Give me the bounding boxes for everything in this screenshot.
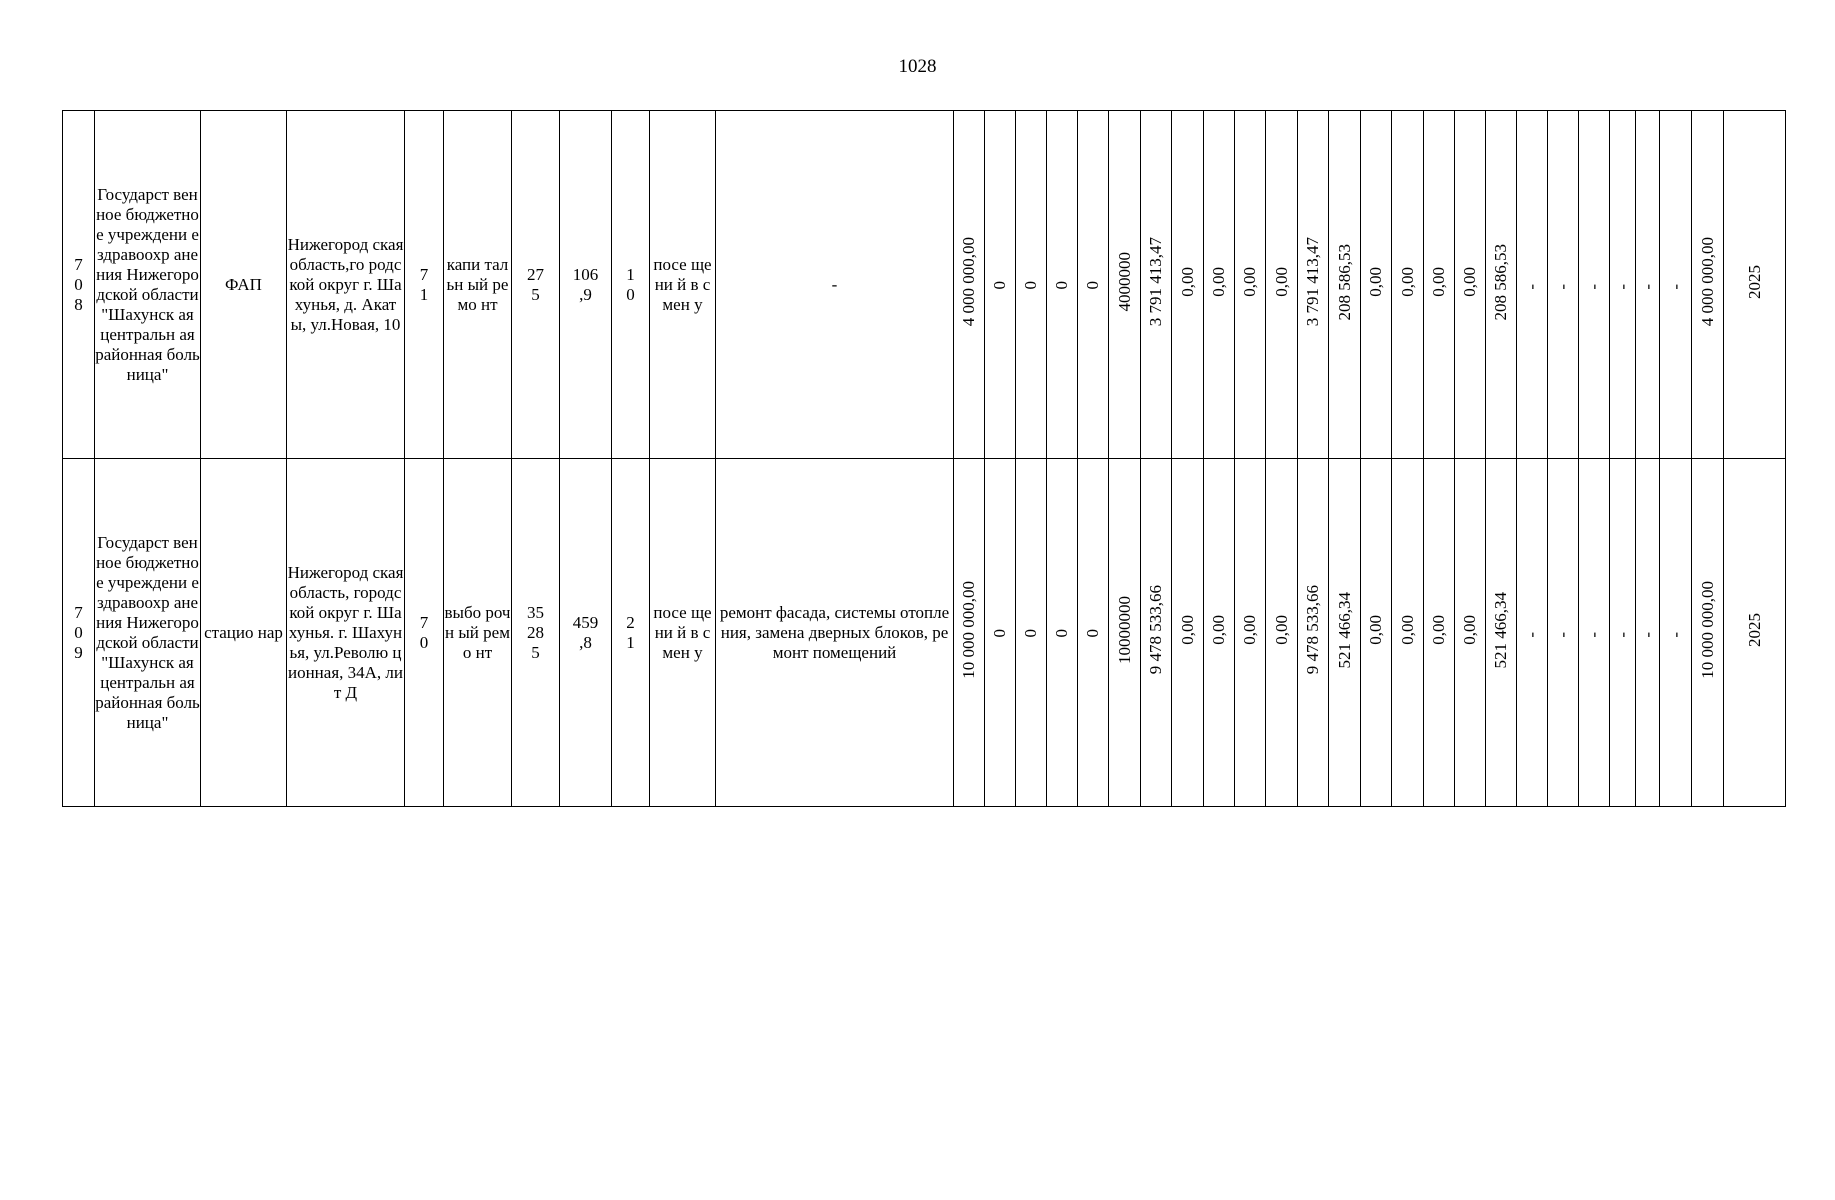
amount-value: 10000000 xyxy=(1114,596,1134,664)
amount-cell xyxy=(1361,111,1392,459)
amount-value: 0,00 xyxy=(1240,615,1259,645)
amount-cell xyxy=(954,111,985,459)
volume-cell xyxy=(560,111,612,459)
amount-cell xyxy=(1548,111,1579,459)
amount-value: 0,00 xyxy=(1397,615,1417,645)
amount-cell xyxy=(1266,111,1298,459)
amount-value: 0 xyxy=(1021,281,1040,290)
amount-value: 4 000 000,00 xyxy=(1697,237,1717,327)
count-cell-part: 7 xyxy=(419,264,429,284)
amount-value: 0,00 xyxy=(1209,267,1228,297)
amount-value: 0 xyxy=(1052,629,1071,638)
amount-cell xyxy=(1141,111,1172,459)
amount-value: 2025 xyxy=(1744,613,1764,647)
amount-value: 208 586,53 xyxy=(1491,243,1510,321)
amount-value: 10 000 000,00 xyxy=(959,581,978,679)
amount-cell xyxy=(1692,459,1724,807)
amount-cell xyxy=(1517,111,1548,459)
amount-value: - xyxy=(1665,283,1685,290)
row-number-cell-part: 0 xyxy=(74,274,83,294)
amount-cell xyxy=(1016,111,1047,459)
amount-value: - xyxy=(1584,631,1603,638)
count-cell xyxy=(405,111,444,459)
volume-cell-part: 459 xyxy=(572,612,599,632)
table-row xyxy=(63,111,1786,459)
amount-cell xyxy=(1455,459,1486,807)
page-number: 1028 xyxy=(898,56,937,77)
amount-cell xyxy=(1636,459,1660,807)
amount-cell xyxy=(1486,459,1517,807)
amount-value: 2025 xyxy=(1744,265,1764,299)
object-type-cell: стацио нар xyxy=(201,459,287,807)
area-cell-part: 35 xyxy=(527,602,544,622)
count-cell-part: 0 xyxy=(419,632,429,652)
amount-cell xyxy=(1361,459,1392,807)
amount-cell xyxy=(1660,111,1692,459)
row-number-cell-part: 7 xyxy=(74,254,83,274)
amount-cell xyxy=(1455,111,1486,459)
repair-type-cell: капи тальн ый ремо нт xyxy=(444,111,512,459)
capacity-cell-part: 1 xyxy=(626,264,635,284)
amount-cell xyxy=(1172,459,1204,807)
volume-cell-part: ,9 xyxy=(579,284,592,304)
amount-cell xyxy=(1298,459,1329,807)
amount-value: - xyxy=(1637,631,1657,638)
area-cell-part: 28 xyxy=(527,622,544,642)
amount-value: - xyxy=(1522,283,1541,290)
amount-value: - xyxy=(1665,631,1685,638)
address-cell: Нижегород ская область, городской округ г. Шахунья. г. Шахунья, ул.Револю ционная, 34А, лит Д xyxy=(287,459,405,807)
amount-cell xyxy=(1204,111,1235,459)
area-cell-part: 27 xyxy=(527,264,544,284)
capacity-unit-cell: посе щени й в смен у xyxy=(650,111,716,459)
amount-value: 0,00 xyxy=(1177,267,1197,297)
count-cell-part: 1 xyxy=(419,284,429,304)
amount-cell xyxy=(1047,459,1078,807)
amount-cell xyxy=(985,459,1016,807)
amount-cell xyxy=(1235,459,1266,807)
amount-cell xyxy=(1078,459,1109,807)
capital-repair-table xyxy=(62,110,1786,807)
amount-cell xyxy=(1109,111,1141,459)
amount-value: 9 478 533,66 xyxy=(1303,585,1322,675)
area-cell xyxy=(512,111,560,459)
amount-value: 0,00 xyxy=(1366,267,1385,297)
row-number-cell-part: 8 xyxy=(74,294,83,314)
amount-value: - xyxy=(1553,631,1572,638)
amount-value: 0,00 xyxy=(1271,615,1291,645)
address-cell: Нижегород ская область,го родской округ г. Шахунья, д. Акаты, ул.Новая, 10 xyxy=(287,111,405,459)
amount-cell xyxy=(1724,111,1786,459)
amount-cell xyxy=(1548,459,1579,807)
row-number-cell xyxy=(63,459,95,807)
amount-cell xyxy=(1579,111,1610,459)
amount-cell xyxy=(1078,111,1109,459)
volume-cell xyxy=(560,459,612,807)
amount-value: 0,00 xyxy=(1240,267,1259,297)
amount-cell xyxy=(1692,111,1724,459)
amount-value: 3 791 413,47 xyxy=(1146,237,1165,327)
amount-cell xyxy=(1517,459,1548,807)
amount-value: - xyxy=(1553,283,1572,290)
works-cell: ремонт фасада, системы отопления, замена дверных блоков, ремонт помещений xyxy=(716,459,954,807)
table-row xyxy=(63,459,1786,807)
row-number-cell-part: 9 xyxy=(74,642,83,662)
amount-value: 0,00 xyxy=(1177,615,1197,645)
capacity-cell xyxy=(612,111,650,459)
capacity-cell xyxy=(612,459,650,807)
amount-cell xyxy=(1660,459,1692,807)
amount-value: 4000000 xyxy=(1114,252,1134,312)
capacity-cell-part: 1 xyxy=(626,632,635,652)
amount-cell xyxy=(1610,111,1636,459)
amount-cell xyxy=(1579,459,1610,807)
row-number-cell-part: 7 xyxy=(74,602,83,622)
amount-cell xyxy=(1235,111,1266,459)
amount-cell xyxy=(1392,459,1424,807)
object-type-cell: ФАП xyxy=(201,111,287,459)
amount-value: 521 466,34 xyxy=(1334,591,1354,669)
amount-value: 0,00 xyxy=(1460,267,1479,297)
amount-cell xyxy=(1486,111,1517,459)
amount-value: - xyxy=(1612,283,1632,290)
count-cell xyxy=(405,459,444,807)
amount-cell xyxy=(1266,459,1298,807)
amount-cell xyxy=(1047,111,1078,459)
amount-cell xyxy=(1636,111,1660,459)
amount-value: 0 xyxy=(990,629,1009,638)
amount-cell xyxy=(1724,459,1786,807)
amount-cell xyxy=(1016,459,1047,807)
amount-value: 0,00 xyxy=(1366,615,1385,645)
amount-cell xyxy=(1109,459,1141,807)
capacity-unit-cell: посе щени й в смен у xyxy=(650,459,716,807)
count-cell-part: 7 xyxy=(419,612,429,632)
organization-cell: Государст венное бюджетно е учреждени е здравоохр анения Нижегоро дской области "Шахунск ая центральн ая районная больница" xyxy=(95,459,201,807)
amount-value: 0 xyxy=(1083,629,1102,638)
row-number-cell xyxy=(63,111,95,459)
amount-value: - xyxy=(1584,283,1603,290)
amount-value: 208 586,53 xyxy=(1334,243,1354,321)
amount-value: 3 791 413,47 xyxy=(1303,237,1322,327)
amount-value: - xyxy=(1522,631,1541,638)
amount-value: - xyxy=(1612,631,1632,638)
area-cell xyxy=(512,459,560,807)
volume-cell-part: ,8 xyxy=(579,632,592,652)
amount-cell xyxy=(1172,111,1204,459)
area-cell-part: 5 xyxy=(531,284,540,304)
amount-cell xyxy=(1204,459,1235,807)
amount-value: 0,00 xyxy=(1271,267,1291,297)
amount-value: 0,00 xyxy=(1429,615,1448,645)
amount-value: 0,00 xyxy=(1460,615,1479,645)
amount-cell xyxy=(1329,459,1361,807)
capacity-cell-part: 2 xyxy=(626,612,635,632)
repair-type-cell: выбо рочн ый ремо нт xyxy=(444,459,512,807)
amount-value: 4 000 000,00 xyxy=(959,237,978,327)
amount-cell xyxy=(1329,111,1361,459)
organization-cell: Государст венное бюджетно е учреждени е здравоохр анения Нижегоро дской области "Шахунск ая центральн ая районная больница" xyxy=(95,111,201,459)
amount-cell xyxy=(1141,459,1172,807)
amount-value: 0,00 xyxy=(1209,615,1228,645)
table-body xyxy=(63,111,1786,807)
volume-cell-part: 106 xyxy=(572,264,599,284)
amount-value: 521 466,34 xyxy=(1491,591,1510,669)
amount-cell xyxy=(954,459,985,807)
amount-cell xyxy=(985,111,1016,459)
amount-cell xyxy=(1298,111,1329,459)
amount-value: 9 478 533,66 xyxy=(1146,585,1165,675)
amount-value: 0,00 xyxy=(1397,267,1417,297)
amount-cell xyxy=(1424,111,1455,459)
amount-value: 0 xyxy=(1083,281,1102,290)
capacity-cell-part: 0 xyxy=(626,284,635,304)
amount-value: 0,00 xyxy=(1429,267,1448,297)
amount-value: 0 xyxy=(1021,629,1040,638)
area-cell-part: 5 xyxy=(531,642,540,662)
amount-cell xyxy=(1610,459,1636,807)
row-number-cell-part: 0 xyxy=(74,622,83,642)
amount-cell xyxy=(1392,111,1424,459)
amount-value: - xyxy=(1637,283,1657,290)
amount-value: 10 000 000,00 xyxy=(1697,581,1717,679)
works-cell: - xyxy=(716,111,954,459)
amount-cell xyxy=(1424,459,1455,807)
amount-value: 0 xyxy=(1052,281,1071,290)
amount-value: 0 xyxy=(990,281,1009,290)
